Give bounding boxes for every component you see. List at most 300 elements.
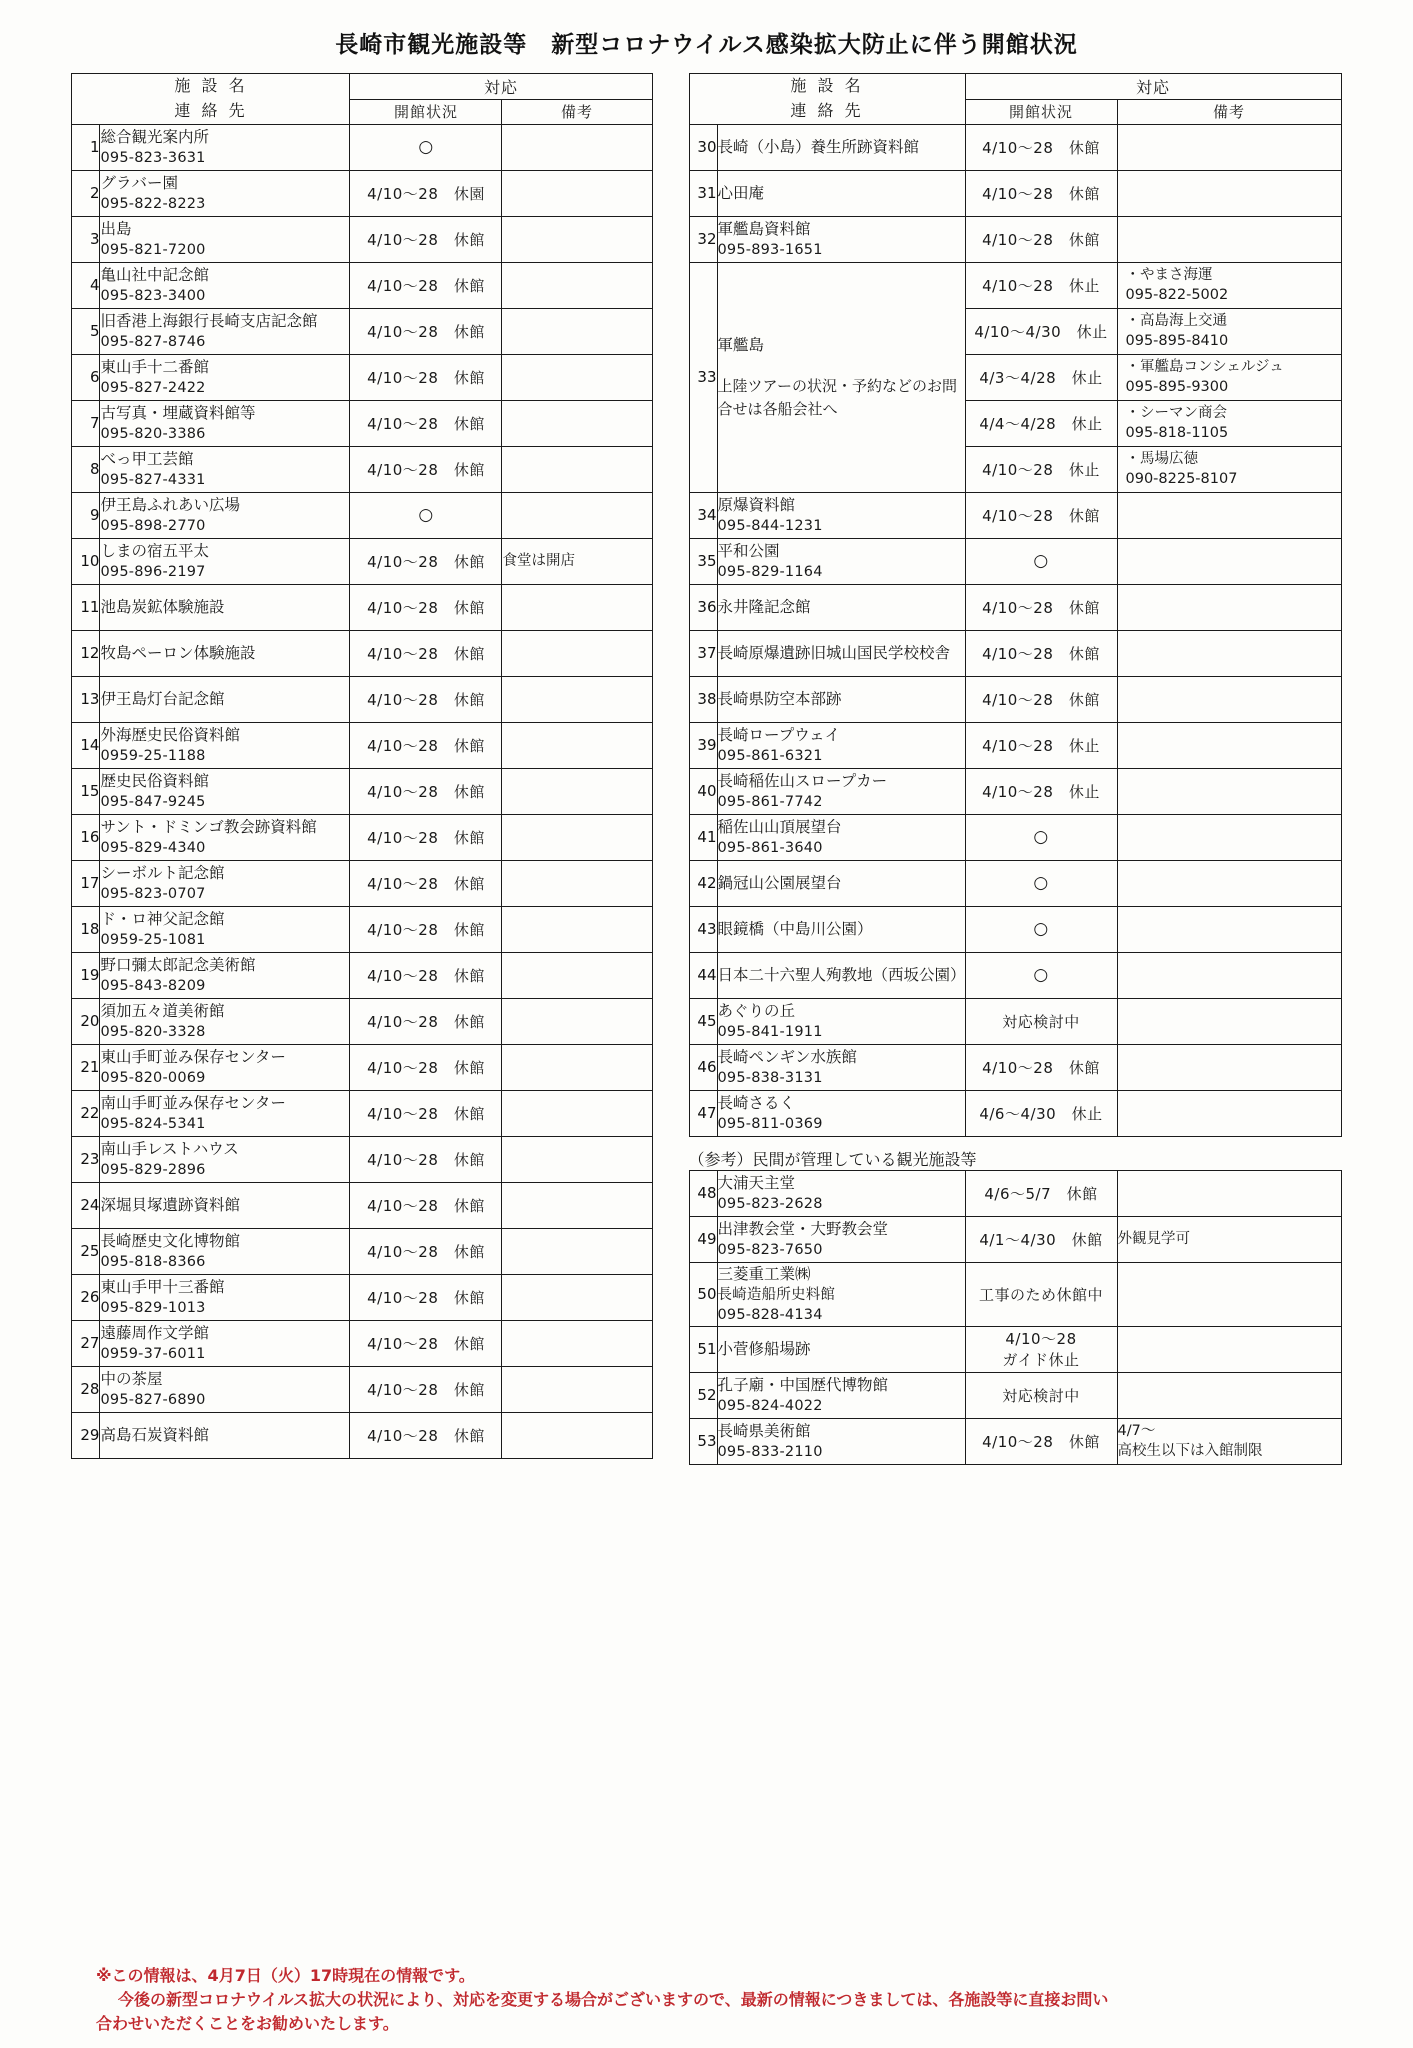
facility-name: 東山手十二番館 — [100, 357, 209, 376]
open-status: 4/10～28 休館 — [982, 1058, 1100, 1077]
table-row — [689, 1326, 1341, 1372]
facility-phone: 095-818-8366 — [100, 1253, 206, 1270]
facility-name-cell — [717, 1090, 965, 1136]
table-row — [72, 1228, 652, 1274]
facility-name: 平和公園 — [717, 541, 780, 560]
open-status: ○ — [1033, 919, 1049, 940]
remarks-cell — [1117, 170, 1341, 216]
row-number: 3 — [72, 216, 100, 262]
facility-name: 心田庵 — [717, 184, 765, 203]
open-status-cell — [350, 998, 502, 1044]
open-status-cell — [350, 308, 502, 354]
row-number: 9 — [72, 492, 100, 538]
row-number: 39 — [689, 722, 717, 768]
open-status-cell — [965, 446, 1117, 492]
open-status-cell — [965, 354, 1117, 400]
facility-name-cell — [717, 1418, 965, 1464]
facility-phone: 095-829-4340 — [100, 839, 206, 856]
open-status-cell — [350, 1182, 502, 1228]
open-status: 4/6～5/7 休館 — [984, 1184, 1098, 1203]
open-status: 4/10～28 休館 — [367, 230, 485, 249]
facility-name-cell — [100, 952, 350, 998]
facility-name-cell — [100, 538, 350, 584]
table-row — [689, 1372, 1341, 1418]
facility-name-cell — [100, 768, 350, 814]
open-status-cell — [965, 906, 1117, 952]
remarks-cell — [1117, 538, 1341, 584]
facility-phone: 095-841-1911 — [717, 1023, 823, 1040]
open-status: 4/10～28 休館 — [367, 368, 485, 387]
open-status: 4/10～28 休館 — [367, 966, 485, 985]
open-status-cell — [350, 722, 502, 768]
facility-name-cell — [717, 262, 965, 492]
open-status-line1: 4/10～28 — [1005, 1330, 1077, 1349]
facility-name: 遠藤周作文学館 — [100, 1323, 209, 1342]
open-status-cell — [965, 124, 1117, 170]
operator-phone: 095-895-8410 — [1125, 333, 1229, 350]
table-row — [689, 124, 1341, 170]
open-status-cell — [350, 1044, 502, 1090]
facility-name: 長崎県美術館 — [717, 1421, 811, 1440]
table-row — [72, 262, 652, 308]
open-status: ○ — [1033, 551, 1049, 572]
table-row — [689, 952, 1341, 998]
facility-phone: 095-829-1013 — [100, 1299, 206, 1316]
facility-name: 野口彌太郎記念美術館 — [100, 955, 256, 974]
remarks-cell — [1117, 768, 1341, 814]
remarks-cell — [502, 492, 652, 538]
open-status-cell — [350, 262, 502, 308]
open-status-cell — [350, 354, 502, 400]
row-number: 28 — [72, 1366, 100, 1412]
facility-name-cell — [100, 1228, 350, 1274]
row-number: 45 — [689, 998, 717, 1044]
row-number: 24 — [72, 1182, 100, 1228]
remarks-cell — [1117, 354, 1341, 400]
facility-phone: 095-823-3400 — [100, 287, 206, 304]
open-status: ○ — [1033, 965, 1049, 986]
remarks-cell — [502, 400, 652, 446]
facility-name-cell — [717, 1372, 965, 1418]
facility-name-cell — [717, 722, 965, 768]
facility-description: 上陸ツアーの状況・予約などのお問合せは各船会社へ — [717, 377, 958, 418]
row-number: 1 — [72, 124, 100, 170]
table-row — [689, 1216, 1341, 1262]
facility-name-cell — [717, 124, 965, 170]
open-status-cell — [965, 538, 1117, 584]
open-status: 工事のため休館中 — [978, 1285, 1103, 1304]
table-row — [689, 1262, 1341, 1326]
header-open-status: 開館状況 — [965, 100, 1117, 124]
open-status: 4/10～28 休館 — [367, 1012, 485, 1031]
open-status: 4/10～28 休館 — [982, 644, 1100, 663]
operator-phone: 095-818-1105 — [1125, 425, 1229, 442]
facility-name: 古写真・埋蔵資料館等 — [100, 403, 256, 422]
open-status: 4/10～28 休館 — [367, 1058, 485, 1077]
table-row — [72, 354, 652, 400]
facility-phone: 095-822-8223 — [100, 195, 206, 212]
facility-name-cell — [717, 1326, 965, 1372]
row-number: 2 — [72, 170, 100, 216]
remarks-cell — [1117, 1418, 1341, 1464]
table-row — [689, 1170, 1341, 1216]
remarks-cell — [1117, 630, 1341, 676]
facility-name-cell — [100, 1366, 350, 1412]
facility-phone: 095-829-2896 — [100, 1161, 206, 1178]
remarks-cell — [502, 630, 652, 676]
facility-name: 総合観光案内所 — [100, 127, 209, 146]
row-number: 33 — [689, 262, 717, 492]
open-status: 4/10～28 休館 — [367, 1104, 485, 1123]
row-number: 10 — [72, 538, 100, 584]
open-status: 4/10～28 休館 — [367, 460, 485, 479]
table-row — [689, 998, 1341, 1044]
facility-name: 長崎ロープウェイ — [717, 725, 841, 744]
facilities-table-right — [689, 73, 1342, 1137]
open-status: 4/10～28 休館 — [367, 598, 485, 617]
table-row — [689, 768, 1341, 814]
remarks-cell — [1117, 1170, 1341, 1216]
facility-name-cell — [100, 814, 350, 860]
header-remarks: 備考 — [1117, 100, 1341, 124]
facility-name: シーボルト記念館 — [100, 863, 225, 882]
row-number: 35 — [689, 538, 717, 584]
open-status: 4/10～28 休止 — [982, 460, 1100, 479]
remarks-cell — [502, 860, 652, 906]
facility-name-cell — [100, 1412, 350, 1458]
table-row — [72, 676, 652, 722]
facility-name-line2: 長崎造船所史料館 — [717, 1286, 836, 1303]
facility-name-cell — [717, 676, 965, 722]
footnote-line-1: ※この情報は、4月7日（火）17時現在の情報です。 — [96, 1966, 475, 1985]
facility-name-cell — [717, 1044, 965, 1090]
open-status-cell — [965, 1216, 1117, 1262]
open-status-cell — [965, 584, 1117, 630]
facility-name: 南山手町並み保存センター — [100, 1093, 286, 1112]
facility-name-cell — [100, 584, 350, 630]
facility-phone: 095-823-7650 — [717, 1241, 823, 1258]
open-status: 4/10～28 休館 — [367, 1426, 485, 1445]
row-number: 19 — [72, 952, 100, 998]
table-row — [72, 630, 652, 676]
facility-name: サント・ドミンゴ教会跡資料館 — [100, 817, 317, 836]
facility-name-cell — [717, 860, 965, 906]
facility-name: 鍋冠山公園展望台 — [717, 874, 842, 893]
remarks-cell — [502, 1044, 652, 1090]
facility-name: 南山手レストハウス — [100, 1139, 239, 1158]
remarks-cell — [502, 308, 652, 354]
facility-name: 長崎さるく — [717, 1093, 796, 1112]
table-row — [689, 584, 1341, 630]
row-number: 38 — [689, 676, 717, 722]
open-status-line2: ガイド休止 — [1002, 1351, 1080, 1370]
remarks-cell — [502, 584, 652, 630]
facility-name-cell — [100, 722, 350, 768]
table-row — [72, 400, 652, 446]
remarks-cell — [502, 1366, 652, 1412]
remarks-cell — [502, 676, 652, 722]
row-number: 7 — [72, 400, 100, 446]
open-status-cell — [965, 1372, 1117, 1418]
open-status-cell — [965, 1044, 1117, 1090]
open-status: 4/10～28 休館 — [367, 1242, 485, 1261]
table-header-row — [689, 74, 1341, 100]
facility-name-cell — [100, 1136, 350, 1182]
header-facility-name — [689, 74, 965, 125]
facility-phone: 095-824-4022 — [717, 1397, 823, 1414]
facility-name-cell — [100, 906, 350, 952]
row-number: 25 — [72, 1228, 100, 1274]
remarks-cell — [502, 446, 652, 492]
remarks-cell — [1117, 1090, 1341, 1136]
open-status: 4/10～28 休館 — [982, 506, 1100, 525]
row-number: 46 — [689, 1044, 717, 1090]
facilities-left-body — [72, 124, 652, 1458]
facility-name-cell — [100, 262, 350, 308]
header-facility-name-line2: 連 絡 先 — [174, 100, 248, 120]
table-row — [72, 170, 652, 216]
remarks-cell — [1117, 676, 1341, 722]
remarks-cell — [1117, 262, 1341, 308]
table-row — [72, 492, 652, 538]
table-row — [72, 1044, 652, 1090]
row-number: 43 — [689, 906, 717, 952]
remarks-cell — [502, 1090, 652, 1136]
facility-name: 須加五々道美術館 — [100, 1001, 225, 1020]
facility-name-cell — [717, 814, 965, 860]
row-number: 11 — [72, 584, 100, 630]
row-number: 8 — [72, 446, 100, 492]
open-status: 4/10～28 休園 — [367, 184, 485, 203]
open-status-cell — [965, 722, 1117, 768]
operator-name: ・シーマン商会 — [1125, 404, 1227, 421]
remarks-cell — [1117, 952, 1341, 998]
row-number: 51 — [689, 1326, 717, 1372]
open-status-cell — [350, 584, 502, 630]
remarks-cell — [502, 1412, 652, 1458]
open-status-cell — [350, 446, 502, 492]
header-facility-name-line1: 施 設 名 — [790, 76, 864, 95]
open-status-cell — [965, 1326, 1117, 1372]
table-row — [72, 1136, 652, 1182]
open-status-cell — [965, 400, 1117, 446]
facility-name-cell — [100, 1274, 350, 1320]
open-status-cell — [965, 170, 1117, 216]
table-row — [72, 538, 652, 584]
facility-phone: 095-811-0369 — [717, 1115, 823, 1132]
facility-phone: 095-893-1651 — [717, 241, 823, 258]
facility-name: 原爆資料館 — [717, 495, 796, 514]
open-status: 4/10～28 休館 — [367, 690, 485, 709]
facility-name: 出津教会堂・大野教会堂 — [717, 1219, 889, 1238]
table-row — [689, 1090, 1341, 1136]
facility-name-cell — [717, 216, 965, 262]
header-facility-name-line1: 施 設 名 — [174, 76, 248, 95]
facility-name: 永井隆記念館 — [717, 598, 811, 617]
remarks-cell — [1117, 814, 1341, 860]
table-columns — [0, 73, 1413, 1465]
table-row — [72, 814, 652, 860]
facility-name: ド・ロ神父記念館 — [100, 909, 225, 928]
operator-name: ・高島海上交通 — [1125, 312, 1227, 329]
open-status: 4/10～28 休館 — [982, 138, 1100, 157]
facility-phone: 095-829-1164 — [717, 563, 823, 580]
open-status-cell — [965, 1170, 1117, 1216]
remarks-cell — [1117, 860, 1341, 906]
footnote-line-3: 合わせいただくことをお勧めいたします。 — [96, 2014, 399, 2033]
facility-phone: 095-823-3631 — [100, 149, 206, 166]
open-status-cell — [350, 676, 502, 722]
row-number: 44 — [689, 952, 717, 998]
row-number: 12 — [72, 630, 100, 676]
table-row — [689, 170, 1341, 216]
table-row — [72, 906, 652, 952]
row-number: 31 — [689, 170, 717, 216]
facility-phone: 095-823-2628 — [717, 1195, 823, 1212]
row-number: 23 — [72, 1136, 100, 1182]
facility-name: 外海歴史民俗資料館 — [100, 725, 240, 744]
remarks-cell — [1117, 1326, 1341, 1372]
facility-name: 長崎ペンギン水族館 — [717, 1047, 857, 1066]
facility-phone: 095-843-8209 — [100, 977, 206, 994]
remarks-cell — [502, 1136, 652, 1182]
table-row — [72, 1090, 652, 1136]
row-number: 50 — [689, 1262, 717, 1326]
table-row — [689, 860, 1341, 906]
table-row — [72, 998, 652, 1044]
remarks-cell — [1117, 584, 1341, 630]
facility-phone: 095-898-2770 — [100, 517, 206, 534]
facility-name-cell — [717, 1262, 965, 1326]
table-row — [72, 584, 652, 630]
remarks-cell — [502, 538, 652, 584]
table-row — [689, 492, 1341, 538]
remarks-cell — [502, 170, 652, 216]
table-row — [689, 906, 1341, 952]
row-number: 41 — [689, 814, 717, 860]
facility-name: 池島炭鉱体験施設 — [100, 598, 225, 617]
table-row — [689, 722, 1341, 768]
facility-name: 三菱重工業㈱ — [717, 1264, 811, 1283]
facility-name-cell — [717, 1170, 965, 1216]
remarks-cell — [1117, 998, 1341, 1044]
remarks-cell — [502, 262, 652, 308]
remarks-cell — [502, 216, 652, 262]
remarks-cell — [1117, 216, 1341, 262]
open-status-cell — [965, 860, 1117, 906]
facility-phone: 095-896-2197 — [100, 563, 206, 580]
remarks-cell — [1117, 1044, 1341, 1090]
remarks-line2: 高校生以下は入館制限 — [1117, 1443, 1263, 1460]
facility-name: 伊王島ふれあい広場 — [100, 495, 240, 514]
table-row — [72, 1182, 652, 1228]
row-number: 14 — [72, 722, 100, 768]
facility-name-cell — [100, 860, 350, 906]
open-status-cell — [350, 1412, 502, 1458]
facility-name-cell — [717, 538, 965, 584]
facility-phone: 095-861-6321 — [717, 747, 823, 764]
table-row — [72, 216, 652, 262]
open-status-cell — [350, 768, 502, 814]
open-status: 4/10～28 休館 — [982, 184, 1100, 203]
facility-name: 日本二十六聖人殉教地（西坂公園） — [717, 966, 966, 985]
facility-name: 東山手町並み保存センター — [100, 1047, 286, 1066]
facility-name-cell — [717, 952, 965, 998]
operator-name: ・馬場広徳 — [1125, 450, 1198, 467]
open-status-cell — [965, 676, 1117, 722]
table-row — [72, 1274, 652, 1320]
row-number: 20 — [72, 998, 100, 1044]
open-status-cell — [350, 1320, 502, 1366]
open-status-cell — [965, 998, 1117, 1044]
row-number: 52 — [689, 1372, 717, 1418]
remarks-cell — [1117, 400, 1341, 446]
operator-name: ・軍艦島コンシェルジュ — [1125, 358, 1284, 375]
open-status-cell — [965, 768, 1117, 814]
row-number: 42 — [689, 860, 717, 906]
facility-name-cell — [100, 1182, 350, 1228]
open-status: 4/10～28 休館 — [367, 322, 485, 341]
facility-name-cell — [100, 124, 350, 170]
facility-name: 長崎（小島）養生所跡資料館 — [717, 138, 920, 157]
facility-name: 軍艦島資料館 — [717, 219, 811, 238]
header-open-status: 開館状況 — [350, 100, 502, 124]
facility-name-cell — [100, 492, 350, 538]
row-number: 27 — [72, 1320, 100, 1366]
open-status: 4/10～28 休館 — [982, 690, 1100, 709]
facility-name: 稲佐山山頂展望台 — [717, 817, 842, 836]
open-status: 4/10～28 休館 — [367, 552, 485, 571]
row-number: 47 — [689, 1090, 717, 1136]
facility-name-cell — [717, 584, 965, 630]
table-row — [72, 768, 652, 814]
open-status: 4/10～28 休止 — [982, 276, 1100, 295]
facility-phone: 095-820-3328 — [100, 1023, 206, 1040]
facility-name: 出島 — [100, 219, 132, 238]
remarks-cell — [1117, 722, 1341, 768]
left-column — [71, 73, 652, 1465]
open-status-cell — [350, 216, 502, 262]
table-header-row — [72, 74, 652, 100]
open-status-cell — [350, 630, 502, 676]
facility-phone: 095-823-0707 — [100, 885, 206, 902]
remarks-cell — [1117, 1262, 1341, 1326]
open-status-cell — [350, 1274, 502, 1320]
table-row — [72, 446, 652, 492]
open-status-cell — [350, 1228, 502, 1274]
facility-phone: 095-838-3131 — [717, 1069, 823, 1086]
table-row — [72, 308, 652, 354]
table-row — [689, 814, 1341, 860]
facility-name-cell — [100, 630, 350, 676]
facilities-table-left — [71, 73, 652, 1459]
facility-name-cell — [100, 446, 350, 492]
remarks: 外観見学可 — [1117, 1230, 1190, 1247]
row-number: 4 — [72, 262, 100, 308]
open-status-cell — [965, 492, 1117, 538]
facility-phone: 0959-25-1188 — [100, 747, 206, 764]
facility-name-cell — [100, 998, 350, 1044]
facility-phone: 095-827-4331 — [100, 471, 206, 488]
open-status: 4/1～4/30 休館 — [979, 1230, 1103, 1249]
page-title: 長崎市観光施設等 新型コロナウイルス感染拡大防止に伴う開館状況 — [335, 32, 1078, 58]
facility-phone: 0959-25-1081 — [100, 931, 206, 948]
open-status: 対応検討中 — [1002, 1386, 1080, 1405]
facility-name: 小菅修船場跡 — [717, 1340, 811, 1359]
open-status-cell — [350, 1136, 502, 1182]
operator-phone: 095-895-9300 — [1125, 379, 1229, 396]
open-status-cell — [350, 124, 502, 170]
